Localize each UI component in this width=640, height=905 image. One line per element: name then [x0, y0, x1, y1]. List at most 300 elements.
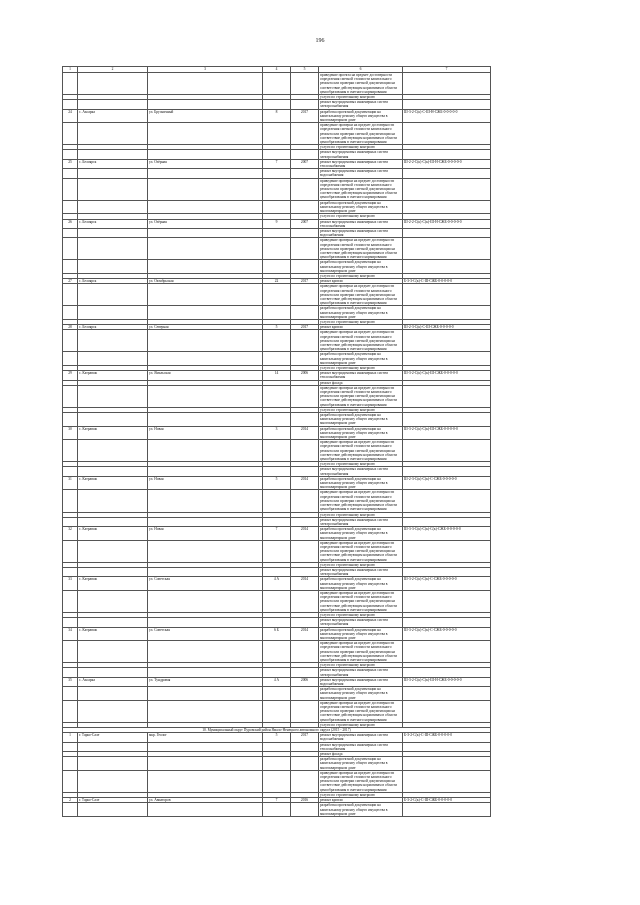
table-row — [63, 577, 491, 591]
table-row — [63, 567, 491, 576]
street-name — [148, 517, 263, 526]
row-number: 2 — [63, 798, 78, 803]
settlement-name — [78, 169, 148, 178]
house-number — [263, 517, 291, 526]
work-type: приведение проверки на предмет достоверности определения сметной стоимости капитального ремонта или проверки сметной документации на соответствие действующим нормативам в области ценообразования в сметного нормирования — [319, 540, 403, 562]
settlement-name — [78, 687, 148, 701]
work-type: услуги по строительному контролю — [319, 95, 403, 100]
building-code: Б-3-3-С(к)-С-Ш-СЖБ-0-0-0-0-0 — [403, 279, 491, 284]
building-code — [403, 700, 491, 722]
column-header: 6 — [319, 67, 403, 73]
work-type: ремонт внутридомовых инженерных систем электроснабжения — [319, 467, 403, 476]
street-name — [148, 330, 263, 352]
street-name: ул. Авиаторов — [148, 798, 263, 803]
settlement-name — [78, 284, 148, 306]
house-number — [263, 178, 291, 200]
table-row — [63, 100, 491, 109]
work-type: ремонт внутридомовых инженерных систем теплоснабжения — [319, 371, 403, 380]
street-name — [148, 284, 263, 306]
street-name — [148, 413, 263, 427]
row-number — [63, 352, 78, 366]
street-name — [148, 123, 263, 145]
house-number: 22 — [263, 279, 291, 284]
commission-year — [291, 150, 319, 159]
building-code — [403, 687, 491, 701]
row-number — [63, 770, 78, 792]
street-name — [148, 100, 263, 109]
settlement-name — [78, 641, 148, 663]
commission-year — [291, 567, 319, 576]
settlement-name: г. Тарко-Сале — [78, 798, 148, 803]
row-number: 30 — [63, 426, 78, 440]
row-number: 32 — [63, 527, 78, 541]
work-type: ремонт внутридомовых инженерных систем электроснабжения — [319, 567, 403, 576]
column-header: 5 — [291, 67, 319, 73]
house-number — [263, 123, 291, 145]
settlement-name: с. Катравож — [78, 426, 148, 440]
settlement-name — [78, 413, 148, 427]
row-number: 31 — [63, 476, 78, 490]
settlement-name: с. Белоярск — [78, 279, 148, 284]
street-name: ул. Новая — [148, 426, 263, 440]
work-type: приведение проверки на предмет достоверности определения сметной стоимости капитального ремонта или проверки сметной документации на соответствие действующим нормативам в области ценообразования в сметного нормирования — [319, 590, 403, 612]
work-type: разработка проектной документации на капитальному ремонту общего имущества в многоквартирном доме — [319, 687, 403, 701]
commission-year — [291, 742, 319, 751]
settlement-name — [78, 352, 148, 366]
building-code — [403, 260, 491, 274]
commission-year — [291, 757, 319, 771]
settlement-name — [78, 150, 148, 159]
work-type: разработка проектной документации на капитальному ремонту общего имущества в многоквартирном доме — [319, 413, 403, 427]
work-type: приведение проверки на предмет достоверности определения сметной стоимости капитального ремонта или проверки сметной документации на соответствие действующим нормативам в области ценообразования в сметного нормирования — [319, 641, 403, 663]
row-number: 26 — [63, 219, 78, 228]
street-name — [148, 540, 263, 562]
building-code — [403, 742, 491, 751]
table-row — [63, 742, 491, 751]
row-number — [63, 590, 78, 612]
work-type: разработка проектной документации на капитальному ремонту общего имущества в многоквартирном доме — [319, 757, 403, 771]
table-row — [63, 467, 491, 476]
work-type: приведение проверки на предмет достоверности определения сметной стоимости капитального ремонта или проверки сметной документации на соответствие действующим нормативам в области ценообразования в сметного нормирования — [319, 440, 403, 462]
street-name: ул. Советская — [148, 627, 263, 641]
table-row — [63, 150, 491, 159]
building-code — [403, 668, 491, 677]
row-number — [63, 200, 78, 214]
work-type: разработка проектной документации на капитальному ремонту общего имущества в многоквартирном доме — [319, 109, 403, 123]
work-type: услуги по строительному контролю — [319, 214, 403, 219]
commission-year: 2017 — [291, 325, 319, 330]
settlement-name — [78, 73, 148, 95]
table-row — [63, 73, 491, 95]
commission-year — [291, 770, 319, 792]
work-type: приведение проверки на предмет достоверности определения сметной стоимости капитального ремонта или проверки сметной документации на соответствие действующим нормативам в области ценообразования в сметного нормирования — [319, 700, 403, 722]
settlement-name — [78, 540, 148, 562]
street-name: ул. Октябрьская — [148, 279, 263, 284]
settlement-name — [78, 100, 148, 109]
building-code: Ш-2-2-С(к)-С(к)-Ш-Н-СЖБ-0-0-0-0-0 — [403, 159, 491, 168]
row-number — [63, 260, 78, 274]
commission-year — [291, 228, 319, 237]
row-number — [63, 150, 78, 159]
work-type: приведение проверки на предмет достоверности определения сметной стоимости капитального ремонта или проверки сметной документации на соответствие действующим нормативам в области ценообразования в сметного нормирования — [319, 178, 403, 200]
commission-year — [291, 540, 319, 562]
house-number — [263, 169, 291, 178]
row-number — [63, 413, 78, 427]
row-number — [63, 467, 78, 476]
work-type: приведение проверки на предмет достоверности определения сметной стоимости капитального ремонта или проверки сметной документации на соответствие действующим нормативам в области ценообразования в сметного нормирования — [319, 770, 403, 792]
building-code: Ш-2-3-С(к)-С(к)-С-СЖБ-0-0-0-0-0 — [403, 476, 491, 490]
commission-year: 2017 — [291, 109, 319, 123]
building-code — [403, 200, 491, 214]
work-type: ремонт фасада — [319, 752, 403, 757]
work-type: разработка проектной документации на капитальному ремонту общего имущества в многоквартирном доме — [319, 352, 403, 366]
table-row — [63, 517, 491, 526]
table-row — [63, 618, 491, 627]
table-body-section-10 — [63, 733, 491, 817]
street-name — [148, 742, 263, 751]
work-type: ремонт фасада — [319, 380, 403, 385]
settlement-name — [78, 178, 148, 200]
house-number — [263, 413, 291, 427]
work-type: разработка проектной документации на капитальному ремонту общего имущества в многоквартирном доме — [319, 803, 403, 817]
commission-year: 2016 — [291, 798, 319, 803]
row-number — [63, 803, 78, 817]
house-number — [263, 100, 291, 109]
settlement-name — [78, 590, 148, 612]
settlement-name: с. Катравож — [78, 371, 148, 380]
work-type: услуги по строительному контролю — [319, 562, 403, 567]
house-number — [263, 641, 291, 663]
street-name — [148, 590, 263, 612]
work-type: ремонт внутридомовых инженерных систем водоснабжения — [319, 169, 403, 178]
street-name — [148, 757, 263, 771]
commission-year — [291, 440, 319, 462]
settlement-name — [78, 742, 148, 751]
row-number — [63, 169, 78, 178]
column-header: 2 — [78, 67, 148, 73]
house-number — [263, 306, 291, 320]
row-number — [63, 540, 78, 562]
work-type: ремонт внутридомовых инженерных систем теплоснабжения — [319, 159, 403, 168]
work-type: ремонт внутридомовых инженерных систем водоснабжения — [319, 228, 403, 237]
table-row — [63, 159, 491, 168]
building-code — [403, 540, 491, 562]
building-code: Ш-3-2-С(к)-С(к)-Ш-СЖБ-0-0-0-0-0 — [403, 371, 491, 380]
building-code — [403, 803, 491, 817]
table-row — [63, 700, 491, 722]
building-code — [403, 73, 491, 95]
table-row — [63, 677, 491, 686]
street-name — [148, 200, 263, 214]
commission-year: 2007 — [291, 219, 319, 228]
column-header: 4 — [263, 67, 291, 73]
settlement-name — [78, 385, 148, 407]
row-number: 24 — [63, 109, 78, 123]
settlement-name: с. Катравож — [78, 476, 148, 490]
house-number — [263, 618, 291, 627]
settlement-name — [78, 306, 148, 320]
house-number: 5 — [263, 733, 291, 742]
building-code — [403, 590, 491, 612]
street-name: ул. Брусничный — [148, 109, 263, 123]
building-code — [403, 169, 491, 178]
table-row — [63, 627, 491, 641]
work-type: ремонт внутридомовых инженерных систем водоснабжения — [319, 677, 403, 686]
row-number — [63, 490, 78, 512]
work-type: услуги по строительному контролю — [319, 145, 403, 150]
row-number — [63, 517, 78, 526]
building-code — [403, 352, 491, 366]
street-name — [148, 169, 263, 178]
house-number — [263, 803, 291, 817]
building-code — [403, 770, 491, 792]
street-name: ул. Озёрная — [148, 159, 263, 168]
street-name — [148, 228, 263, 237]
settlement-name: с. Белоярск — [78, 219, 148, 228]
settlement-name: с. Аксарка — [78, 677, 148, 686]
work-type: услуги по строительному контролю — [319, 407, 403, 412]
row-number — [63, 385, 78, 407]
commission-year — [291, 238, 319, 260]
settlement-name — [78, 803, 148, 817]
house-number: 9 — [263, 219, 291, 228]
table-row — [63, 527, 491, 541]
settlement-name — [78, 467, 148, 476]
work-type: ремонт внутридомовых инженерных систем электроснабжения — [319, 668, 403, 677]
street-name — [148, 687, 263, 701]
row-number — [63, 73, 78, 95]
commission-year — [291, 687, 319, 701]
row-number: 29 — [63, 371, 78, 380]
street-name: ул. Новая — [148, 527, 263, 541]
street-name — [148, 150, 263, 159]
building-code — [403, 306, 491, 320]
row-number: 25 — [63, 159, 78, 168]
building-code — [403, 150, 491, 159]
commission-year — [291, 284, 319, 306]
commission-year — [291, 100, 319, 109]
street-name: ул. Советская — [148, 577, 263, 591]
table-row — [63, 668, 491, 677]
row-number — [63, 687, 78, 701]
table-body — [63, 73, 491, 728]
row-number — [63, 228, 78, 237]
house-number — [263, 73, 291, 95]
table-row — [63, 641, 491, 663]
building-code — [403, 385, 491, 407]
building-code: Ш-3-2-С(к)-С(к)-Ш-Н-СЖБ-0-0-0-0-0 — [403, 677, 491, 686]
settlement-name — [78, 238, 148, 260]
row-number — [63, 700, 78, 722]
building-code: Ш-2-3-С(к)-С-Ш-СЖБ-0-0-0-0-0 — [403, 325, 491, 330]
settlement-name — [78, 618, 148, 627]
work-type: приведение проверки на предмет достоверности определения сметной стоимости капитального ремонта или проверки сметной документации на соответствие действующим нормативам в области ценообразования в сметного нормирования — [319, 490, 403, 512]
row-number — [63, 123, 78, 145]
table-row — [63, 109, 491, 123]
column-header: 7 — [403, 67, 491, 73]
house-number — [263, 567, 291, 576]
street-name — [148, 567, 263, 576]
street-name — [148, 803, 263, 817]
work-type: услуги по строительному контролю — [319, 612, 403, 617]
house-number — [263, 540, 291, 562]
row-number — [63, 440, 78, 462]
building-code — [403, 100, 491, 109]
house-number: 4 А — [263, 577, 291, 591]
street-name: ул. Тундровая — [148, 677, 263, 686]
work-type: разработка проектной документации на капитальному ремонту общего имущества в многоквартирном доме — [319, 527, 403, 541]
settlement-name: с. Белоярск — [78, 159, 148, 168]
table-row — [63, 352, 491, 366]
building-code: Б-3-2-С(к)-С-Ш-СЖБ-0-0-0-0-0 — [403, 798, 491, 803]
house-number — [263, 668, 291, 677]
section-title: 10. Муниципальный округ Пуровский район Ямало-Ненецкого автономного округа (2015 - 2017) — [63, 728, 491, 733]
work-type: разработка проектной документации на капитальному ремонту общего имущества в многоквартирном доме — [319, 476, 403, 490]
building-code: Ш-2-2-С(к)-С(к)-Ш-Н-СЖБ-0-0-0-0-0 — [403, 219, 491, 228]
house-number — [263, 385, 291, 407]
table-row — [63, 440, 491, 462]
commission-year — [291, 352, 319, 366]
house-number — [263, 330, 291, 352]
table-row — [63, 476, 491, 490]
work-type: ремонт внутридомовых инженерных систем электроснабжения — [319, 517, 403, 526]
commission-year — [291, 803, 319, 817]
building-code — [403, 618, 491, 627]
street-name — [148, 352, 263, 366]
street-name: мкр. Геолог — [148, 733, 263, 742]
commission-year — [291, 306, 319, 320]
table-row — [63, 178, 491, 200]
commission-year: 2014 — [291, 476, 319, 490]
house-number: 5 — [263, 476, 291, 490]
building-code — [403, 641, 491, 663]
row-number — [63, 742, 78, 751]
building-code: Ш-3-2-С(к)-С(к)-С-СЖБ-0-0-0-0-0 — [403, 577, 491, 591]
table-row — [63, 200, 491, 214]
building-code: Ш-3-3-С(к)-С(к)-С(к)-СЖБ-0-0-0-0-0 — [403, 527, 491, 541]
work-type: разработка проектной документации на капитальному ремонту общего имущества в многоквартирном доме — [319, 577, 403, 591]
commission-year: 2014 — [291, 627, 319, 641]
house-number — [263, 284, 291, 306]
house-number: 6 Б — [263, 627, 291, 641]
row-number — [63, 306, 78, 320]
commission-year — [291, 330, 319, 352]
commission-year: 2014 — [291, 577, 319, 591]
table-row — [63, 284, 491, 306]
work-type: услуги по строительному контролю — [319, 366, 403, 371]
row-number — [63, 178, 78, 200]
work-type: ремонт внутридомовых инженерных систем электроснабжения — [319, 618, 403, 627]
building-code — [403, 284, 491, 306]
commission-year — [291, 123, 319, 145]
repair-schedule-table — [62, 66, 491, 817]
building-code — [403, 440, 491, 462]
row-number — [63, 330, 78, 352]
commission-year: 2017 — [291, 733, 319, 742]
street-name — [148, 260, 263, 274]
house-number — [263, 467, 291, 476]
commission-year — [291, 169, 319, 178]
street-name — [148, 770, 263, 792]
work-type: ремонт внутридомовых инженерных систем водоснабжения — [319, 733, 403, 742]
work-type: ремонт кровли — [319, 325, 403, 330]
street-name — [148, 668, 263, 677]
street-name — [148, 641, 263, 663]
settlement-name: с. Катравож — [78, 627, 148, 641]
work-type: приведение проверки на предмет достоверности определения сметной стоимости капитального ремонта или проверки сметной документации на соответствие действующим нормативам в области ценообразования в сметного нормирования — [319, 385, 403, 407]
table-row — [63, 590, 491, 612]
building-code — [403, 567, 491, 576]
house-number — [263, 200, 291, 214]
row-number — [63, 238, 78, 260]
settlement-name — [78, 330, 148, 352]
settlement-name: г. Тарко-Сале — [78, 733, 148, 742]
row-number — [63, 618, 78, 627]
street-name — [148, 385, 263, 407]
house-number — [263, 742, 291, 751]
work-type: ремонт внутридомовых инженерных систем теплоснабжения — [319, 219, 403, 228]
table-row — [63, 219, 491, 228]
settlement-name — [78, 517, 148, 526]
row-number — [63, 757, 78, 771]
table-row — [63, 803, 491, 817]
commission-year: 2006 — [291, 677, 319, 686]
work-type: услуги по строительному контролю — [319, 462, 403, 467]
house-number: 4 А — [263, 677, 291, 686]
street-name — [148, 490, 263, 512]
commission-year — [291, 700, 319, 722]
work-type: приведение проверки на предмет достоверности определения сметной стоимости капитального ремонта или проверки сметной документации на соответствие действующим нормативам в области ценообразования в сметного нормирования — [319, 123, 403, 145]
row-number: 34 — [63, 627, 78, 641]
settlement-name — [78, 123, 148, 145]
work-type: ремонт внутридомовых инженерных систем электроснабжения — [319, 100, 403, 109]
settlement-name — [78, 567, 148, 576]
table-row — [63, 123, 491, 145]
commission-year: 2014 — [291, 527, 319, 541]
work-type: ремонт внутридомовых инженерных систем теплоснабжения — [319, 742, 403, 751]
building-code — [403, 413, 491, 427]
street-name: ул. Новая — [148, 476, 263, 490]
house-number — [263, 770, 291, 792]
house-number — [263, 687, 291, 701]
work-type: разработка проектной документации на капитальному ремонту общего имущества в многоквартирном доме — [319, 627, 403, 641]
house-number: 14 — [263, 371, 291, 380]
row-number — [63, 100, 78, 109]
column-header: 1 — [63, 67, 78, 73]
table-row — [63, 540, 491, 562]
settlement-name: с. Аксарка — [78, 109, 148, 123]
street-name — [148, 467, 263, 476]
settlement-name — [78, 490, 148, 512]
table-row — [63, 306, 491, 320]
street-name: ул. Озёрная — [148, 219, 263, 228]
street-name — [148, 618, 263, 627]
house-number: 5 — [263, 325, 291, 330]
settlement-name — [78, 757, 148, 771]
work-type: услуги по строительному контролю — [319, 722, 403, 727]
commission-year — [291, 668, 319, 677]
house-number — [263, 757, 291, 771]
row-number: 1 — [63, 733, 78, 742]
table-row — [63, 169, 491, 178]
building-code: Ш-3-2-С(к)-С(к)-Ш-СЖБ-0-0-0-0-0 — [403, 426, 491, 440]
house-number — [263, 490, 291, 512]
street-name: ул. Ямальская — [148, 371, 263, 380]
street-name — [148, 440, 263, 462]
commission-year — [291, 178, 319, 200]
house-number — [263, 150, 291, 159]
building-code: Ш-3-2-С(к)-С(к)-С-СЖБ-0-0-0-0-0 — [403, 627, 491, 641]
